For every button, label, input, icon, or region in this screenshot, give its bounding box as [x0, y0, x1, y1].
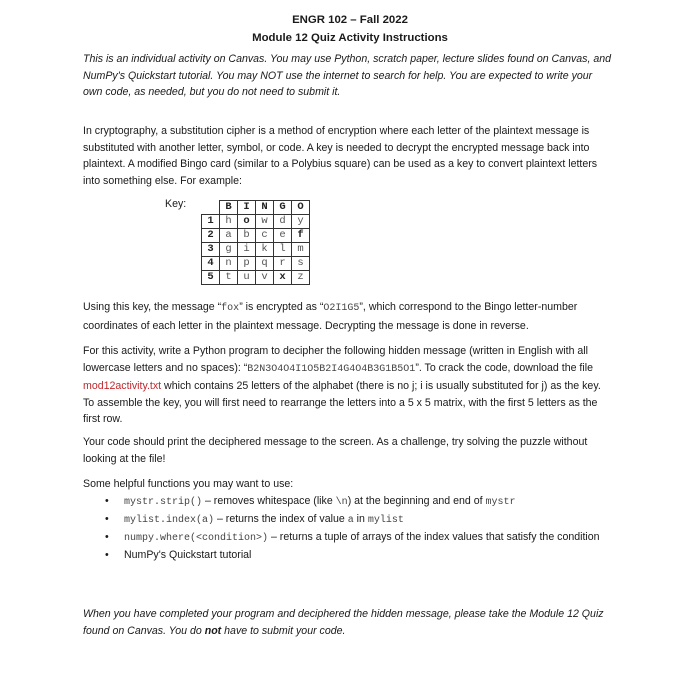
- bingo-header: I: [238, 201, 256, 215]
- activity-text: which contains 25 letters of the alphabet (there is no j; i is usually substituted for j) as the key. To assemble the key, you will first need to rearrange the letters into a 5 x 5 matrix, with the first 5 letters as the first row.: [83, 380, 601, 426]
- page-title: Module 12 Quiz Activity Instructions: [252, 32, 448, 44]
- bingo-header-row: [202, 201, 310, 215]
- bingo-header: G: [274, 201, 292, 215]
- bingo-key-table: [201, 200, 310, 285]
- bingo-row-number: 2: [202, 229, 220, 243]
- bingo-row: [202, 243, 310, 257]
- function-desc: NumPy's Quickstart tutorial: [124, 549, 252, 561]
- bullet-icon: •: [105, 549, 109, 561]
- function-code: numpy.where(<condition>): [124, 533, 269, 544]
- bingo-cell: m: [292, 243, 310, 257]
- function-code: mystr: [485, 497, 516, 508]
- activity-text: ”. To crack the code, download the file: [415, 361, 593, 374]
- bingo-corner: [202, 201, 220, 215]
- bingo-cell: f: [292, 229, 310, 243]
- bingo-cell: o: [238, 215, 256, 229]
- list-item: [100, 529, 610, 547]
- example-text: Using this key, the message “: [83, 301, 222, 313]
- bingo-cell: d: [274, 215, 292, 229]
- closing-text: have to submit your code.: [221, 624, 346, 637]
- list-item: [100, 511, 610, 529]
- bingo-cell: p: [238, 257, 256, 271]
- bingo-cell: k: [256, 243, 274, 257]
- example-text: ”, which correspond to the Bingo letter-number coordinates of each letter in the plaintext message. Decrypting the message is done in reverse.: [83, 301, 578, 332]
- bingo-cell: b: [238, 229, 256, 243]
- bingo-cell: a: [220, 229, 238, 243]
- example-plaintext: fox: [221, 303, 240, 314]
- bingo-cell: n: [220, 257, 238, 271]
- bingo-row-number: 1: [202, 215, 220, 229]
- bingo-row: [202, 215, 310, 229]
- bingo-cell: c: [256, 229, 274, 243]
- function-desc: ) at the beginning and end of: [347, 495, 486, 507]
- function-desc: in: [353, 513, 368, 525]
- function-desc: – returns a tuple of arrays of the index values that satisfy the condition: [268, 531, 600, 543]
- bingo-row: [202, 229, 310, 243]
- bingo-cell: g: [220, 243, 238, 257]
- function-code: mylist: [367, 515, 404, 526]
- key-label: Key:: [165, 198, 187, 210]
- print-note-paragraph: Your code should print the deciphered message to the screen. As a challenge, try solving the puzzle without looking at the file!: [83, 436, 588, 465]
- closing-text: When you have completed your program and deciphered the hidden message, please take the Module 12 Quiz found on Canvas. You do: [83, 608, 604, 637]
- bingo-row-number: 5: [202, 271, 220, 285]
- bingo-cell: s: [292, 257, 310, 271]
- bingo-cell: z: [292, 271, 310, 285]
- bingo-row: [202, 271, 310, 285]
- function-code: a: [347, 515, 354, 526]
- bingo-cell: l: [274, 243, 292, 257]
- bingo-cell: u: [238, 271, 256, 285]
- bullet-icon: •: [105, 513, 109, 525]
- activity-paragraph: [83, 343, 613, 428]
- bingo-row-number: 3: [202, 243, 220, 257]
- bingo-cell: r: [274, 257, 292, 271]
- bingo-header: O: [292, 201, 310, 215]
- bingo-cell: y: [292, 215, 310, 229]
- function-code: \n: [335, 497, 348, 508]
- bingo-row-number: 4: [202, 257, 220, 271]
- bingo-header: N: [256, 201, 274, 215]
- bingo-row: [202, 257, 310, 271]
- bingo-cell: h: [220, 215, 238, 229]
- bingo-cell: q: [256, 257, 274, 271]
- crypto-paragraph: In cryptography, a substitution cipher is a method of encryption where each letter of the plaintext message is substituted with another letter, symbol, or code. A key is needed to decrypt the encrypted message back into plaintext. A modified Bingo card (similar to a Polybius square) can be used as a key to convert plaintext letters into something else. For example:: [83, 125, 598, 187]
- hidden-message-code: B2N3O4O4I1O5B2I4G4O4B3G1B5O1: [247, 363, 416, 375]
- example-ciphertext: O2I1G5: [323, 303, 360, 314]
- closing-paragraph: [83, 606, 613, 639]
- example-paragraph: [83, 299, 613, 334]
- bullet-icon: •: [105, 495, 109, 507]
- bingo-cell: t: [220, 271, 238, 285]
- helpful-functions-list: [100, 493, 610, 564]
- intro-paragraph: This is an individual activity on Canvas. You may use Python, scratch paper, lecture slides found on Canvas, and NumPy's Quickstart tutorial. You may NOT use the internet to search for help. You are expected to write your own code, as needed, but you do not need to submit it.: [83, 53, 612, 99]
- example-text: ” is encrypted as “: [239, 301, 324, 313]
- bingo-header: B: [220, 201, 238, 215]
- activity-file-link[interactable]: mod12activity.txt: [83, 380, 162, 393]
- bingo-cell: v: [256, 271, 274, 285]
- bullet-icon: •: [105, 531, 109, 543]
- bingo-cell: e: [274, 229, 292, 243]
- course-header: ENGR 102 – Fall 2022: [292, 14, 408, 26]
- bingo-cell: i: [238, 243, 256, 257]
- function-code: mylist.index(a): [124, 515, 215, 526]
- bingo-cell: x: [274, 271, 292, 285]
- function-desc: – returns the index of value: [214, 513, 348, 525]
- list-item: [100, 547, 610, 564]
- helpful-intro: Some helpful functions you may want to use:: [83, 478, 294, 490]
- function-desc: – removes whitespace (like: [202, 495, 336, 507]
- bingo-cell: w: [256, 215, 274, 229]
- closing-emphasis: not: [204, 624, 222, 637]
- activity-text: For this activity, write a Python program to decipher the following hidden message (written in English with all lowercase letters and no spaces): “: [83, 345, 589, 374]
- list-item: [100, 493, 610, 511]
- function-code: mystr.strip(): [124, 497, 203, 508]
